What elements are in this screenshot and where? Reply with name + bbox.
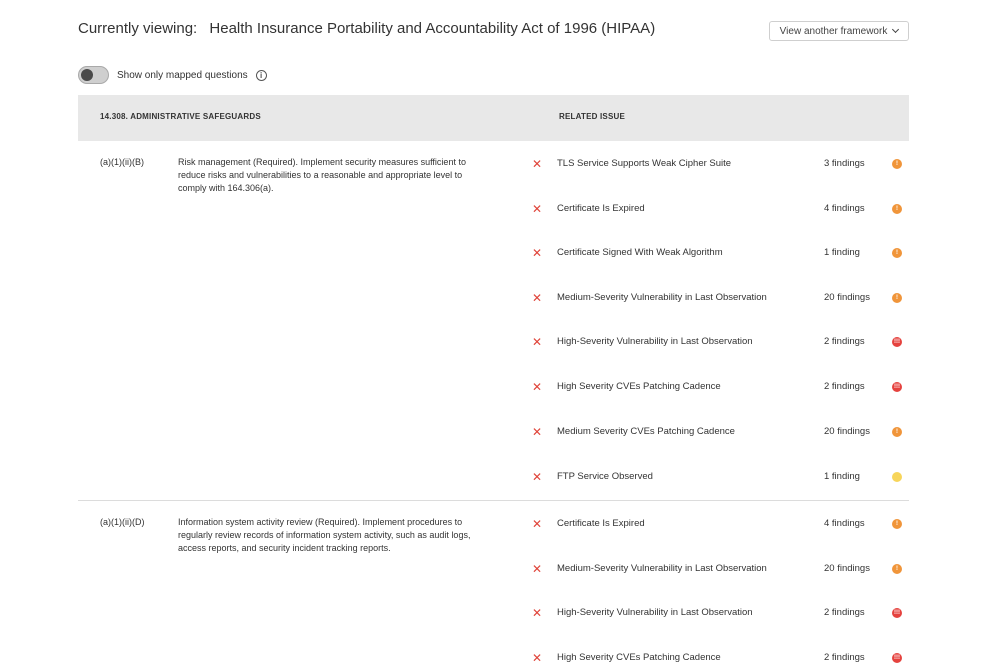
fail-x-icon: ✕	[532, 335, 543, 349]
issue-row[interactable]	[78, 246, 909, 260]
requirement-code: (a)(1)(ii)(B)	[100, 157, 144, 167]
severity-medium-icon: !	[892, 204, 902, 214]
requirement-description: Risk management (Required). Implement security measures sufficient to reduce risks and vulnerabilities to a reasonable and appropriate level to comply with 164.306(a).	[178, 157, 466, 193]
fail-x-icon: ✕	[532, 562, 543, 576]
issue-row[interactable]	[78, 562, 909, 576]
issue-name[interactable]: High Severity CVEs Patching Cadence	[557, 652, 721, 663]
issue-row[interactable]	[78, 517, 909, 531]
issue-name[interactable]: TLS Service Supports Weak Cipher Suite	[557, 158, 732, 169]
finding-count[interactable]: 2 findings	[824, 336, 865, 347]
requirement-section	[78, 141, 909, 500]
fail-x-icon: ✕	[532, 651, 543, 665]
view-another-framework-label: View another framework	[779, 25, 888, 37]
show-mapped-questions-toggle[interactable]	[78, 66, 109, 84]
fail-x-icon: ✕	[532, 380, 543, 394]
requirement-description: Information system activity review (Required). Implement procedures to regularly review records of information system activity, such as audit logs, access reports, and security incident tracking reports.	[178, 517, 471, 553]
fail-x-icon: ✕	[532, 517, 543, 531]
severity-high-icon: !!!	[894, 610, 900, 616]
finding-count[interactable]: 20 findings	[824, 426, 870, 437]
finding-count[interactable]: 4 findings	[824, 518, 865, 529]
severity-medium-icon: !	[892, 293, 902, 303]
finding-count[interactable]: 2 findings	[824, 607, 865, 618]
issue-row[interactable]	[78, 202, 909, 216]
currently-viewing-heading	[78, 20, 655, 37]
framework-name: Health Insurance Portability and Accountability Act of 1996 (HIPAA)	[209, 20, 656, 37]
view-another-framework-button[interactable]	[769, 21, 909, 41]
finding-count[interactable]: 2 findings	[824, 652, 865, 663]
finding-count[interactable]: 2 findings	[824, 381, 865, 392]
finding-count[interactable]: 20 findings	[824, 292, 870, 303]
severity-medium-icon: !	[892, 248, 902, 258]
toggle-knob	[81, 69, 93, 81]
issue-row[interactable]	[78, 606, 909, 620]
issue-row[interactable]	[78, 291, 909, 305]
issue-name[interactable]: High-Severity Vulnerability in Last Observation	[557, 336, 753, 347]
related-issue-header: RELATED ISSUE	[559, 112, 626, 121]
fail-x-icon: ✕	[532, 425, 543, 439]
fail-x-icon: ✕	[532, 470, 543, 484]
issue-name[interactable]: Medium-Severity Vulnerability in Last Observation	[557, 292, 767, 303]
severity-medium-icon: !	[892, 427, 902, 437]
issue-row[interactable]	[78, 425, 909, 439]
severity-high-icon: !!!	[894, 655, 900, 661]
requirement-code: (a)(1)(ii)(D)	[100, 517, 145, 527]
severity-medium-icon: !	[892, 564, 902, 574]
finding-count[interactable]: 4 findings	[824, 203, 865, 214]
issue-row[interactable]	[78, 651, 909, 665]
severity-medium-icon: !	[892, 519, 902, 529]
finding-count[interactable]: 3 findings	[824, 158, 865, 169]
issue-name[interactable]: Certificate Signed With Weak Algorithm	[557, 247, 723, 258]
show-mapped-questions-label: Show only mapped questions	[117, 69, 248, 81]
fail-x-icon: ✕	[532, 157, 543, 171]
fail-x-icon: ✕	[532, 291, 543, 305]
section-header: 14.308. ADMINISTRATIVE SAFEGUARDS	[100, 112, 261, 121]
issue-row[interactable]	[78, 157, 909, 171]
chevron-down-icon	[892, 26, 899, 33]
fail-x-icon: ✕	[532, 246, 543, 260]
issue-name[interactable]: Medium Severity CVEs Patching Cadence	[557, 426, 735, 437]
issue-row[interactable]	[78, 470, 909, 484]
issue-name[interactable]: Certificate Is Expired	[557, 203, 645, 214]
severity-high-icon: !!!	[894, 339, 900, 345]
info-icon[interactable]: i	[256, 70, 267, 81]
severity-medium-icon: !	[892, 159, 902, 169]
viewing-label: Currently viewing:	[78, 20, 198, 37]
issue-row[interactable]	[78, 335, 909, 349]
issue-name[interactable]: High-Severity Vulnerability in Last Observation	[557, 607, 753, 618]
finding-count[interactable]: 1 finding	[824, 471, 860, 482]
issue-name[interactable]: Medium-Severity Vulnerability in Last Observation	[557, 563, 767, 574]
fail-x-icon: ✕	[532, 202, 543, 216]
finding-count[interactable]: 1 finding	[824, 247, 860, 258]
table-header	[78, 95, 909, 141]
fail-x-icon: ✕	[532, 606, 543, 620]
severity-high-icon: !!!	[894, 384, 900, 390]
issue-name[interactable]: High Severity CVEs Patching Cadence	[557, 381, 721, 392]
requirement-section	[78, 501, 909, 665]
finding-count[interactable]: 20 findings	[824, 563, 870, 574]
mapped-questions-toggle-row	[78, 66, 267, 84]
issue-row[interactable]	[78, 380, 909, 394]
issue-name[interactable]: FTP Service Observed	[557, 471, 653, 482]
severity-low-icon	[892, 472, 902, 482]
issue-name[interactable]: Certificate Is Expired	[557, 518, 645, 529]
